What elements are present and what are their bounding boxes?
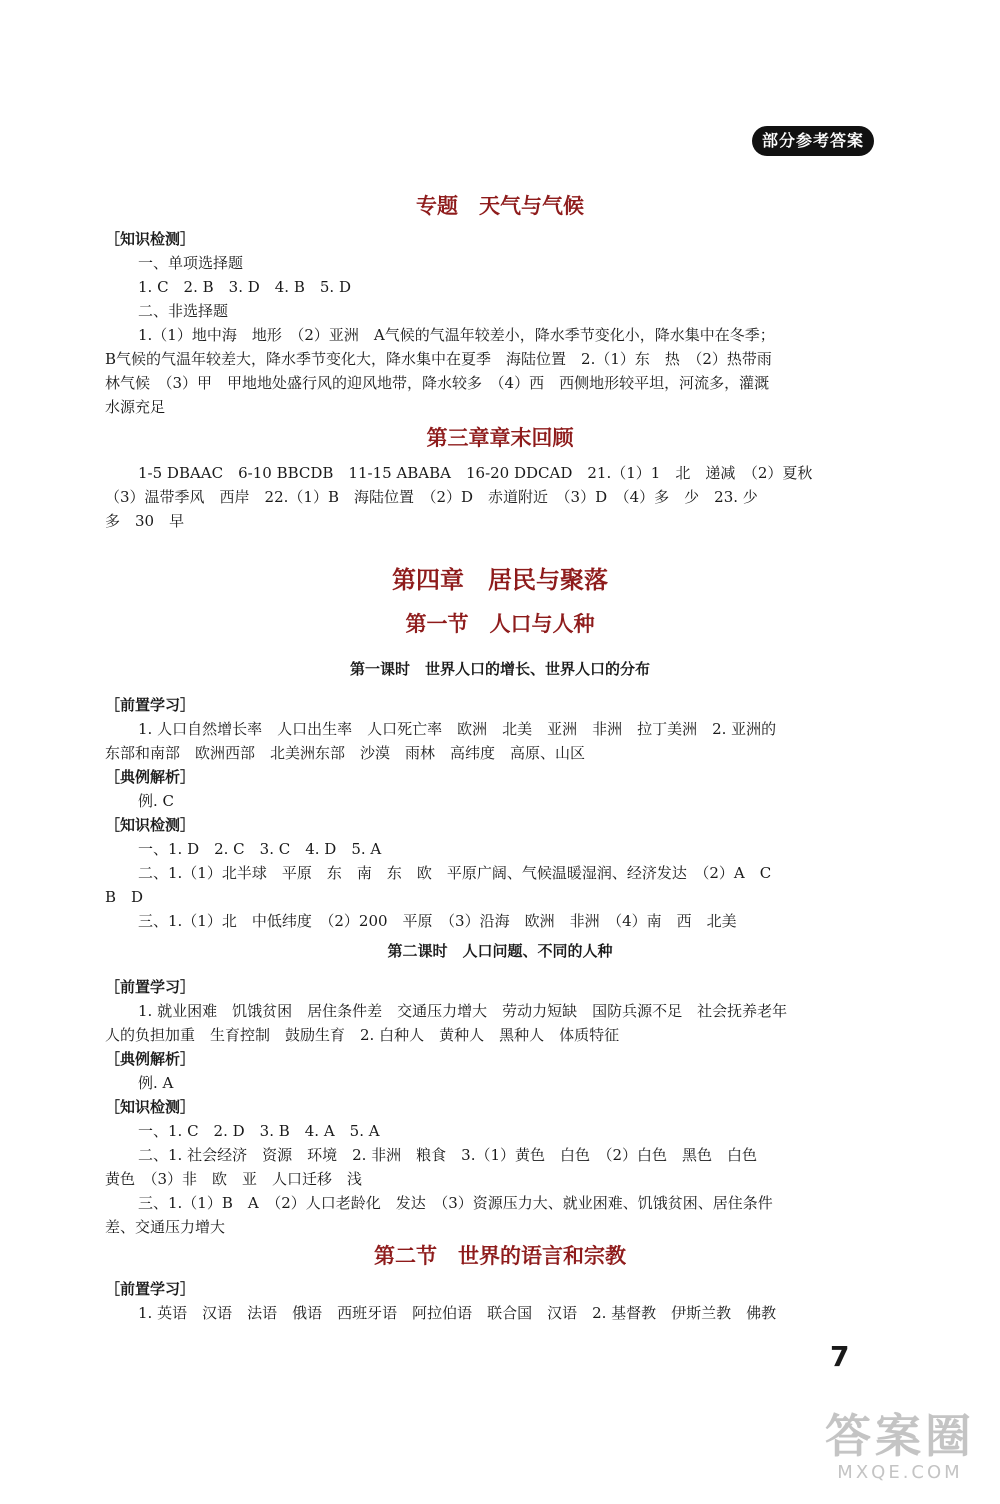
- answer-key-badge: 部分参考答案: [752, 126, 874, 156]
- label-example-analysis: ［典例解析］: [105, 768, 196, 786]
- label-knowledge-check: ［知识检测］: [105, 1098, 196, 1116]
- answer-line: 东部和南部 欧洲西部 北美洲东部 沙漠 雨林 高纬度 高原、山区: [105, 744, 586, 762]
- answer-line: 三、1.（1）B A （2）人口老龄化 发达 （3）资源压力大、就业困难、饥饿贫困、居住条件: [138, 1194, 773, 1212]
- answer-line: 例. C: [138, 792, 175, 810]
- answer-line: 一、1. C 2. D 3. B 4. A 5. A: [138, 1122, 380, 1140]
- answer-line: 1. C 2. B 3. D 4. B 5. D: [138, 278, 351, 296]
- label-knowledge-check: ［知识检测］: [105, 230, 196, 248]
- answer-line: 1. 就业困难 饥饿贫困 居住条件差 交通压力增大 劳动力短缺 国防兵源不足 社会抚养老年: [138, 1002, 788, 1020]
- label-pre-study: ［前置学习］: [105, 978, 196, 996]
- answer-line: 1.（1）地中海 地形 （2）亚洲 A气候的气温年较差小，降水季节变化小，降水集中在冬季；: [138, 326, 775, 344]
- answer-line: 二、1. 社会经济 资源 环境 2. 非洲 粮食 3.（1）黄色 白色 （2）白色 黑色 白色: [138, 1146, 758, 1164]
- answer-line: 二、1.（1）北半球 平原 东 南 东 欧 平原广阔、气候温暖湿润、经济发达 （2）A C: [138, 864, 772, 882]
- topic-title: 专题 天气与气候: [416, 194, 584, 218]
- watermark-logo: 答案圈: [825, 1409, 975, 1463]
- lesson-title: 第一课时 世界人口的增长、世界人口的分布: [349, 660, 650, 678]
- answer-line: B D: [105, 888, 144, 906]
- answer-line: 1. 人口自然增长率 人口出生率 人口死亡率 欧洲 北美 亚洲 非洲 拉丁美洲 2. 亚洲的: [138, 720, 777, 738]
- answer-line: 黄色 （3）非 欧 亚 人口迁移 浅: [105, 1170, 363, 1188]
- answer-line: 三、1.（1）北 中低纬度 （2）200 平原 （3）沿海 欧洲 非洲 （4）南 西 北美: [138, 912, 737, 930]
- answer-line: 一、1. D 2. C 3. C 4. D 5. A: [138, 840, 382, 858]
- subheading: 一、单项选择题: [138, 254, 244, 272]
- chapter-title: 第四章 居民与聚落: [392, 566, 608, 594]
- page-number: 7: [830, 1340, 850, 1373]
- answer-line: 1. 英语 汉语 法语 俄语 西班牙语 阿拉伯语 联合国 汉语 2. 基督教 伊斯兰教 佛教: [138, 1304, 777, 1322]
- answer-line: 差、交通压力增大: [105, 1218, 226, 1236]
- answer-line: 例. A: [138, 1074, 174, 1092]
- answer-line: 人的负担加重 生育控制 鼓励生育 2. 白种人 黄种人 黑种人 体质特征: [105, 1026, 620, 1044]
- label-knowledge-check: ［知识检测］: [105, 816, 196, 834]
- answer-line: 1-5 DBAAC 6-10 BBCDB 11-15 ABABA 16-20 DDCAD 21.（1）1 北 递减 （2）夏秋: [138, 464, 813, 482]
- chapter-review-title: 第三章章末回顾: [426, 426, 574, 450]
- section-title: 第二节 世界的语言和宗教: [374, 1244, 626, 1268]
- watermark-url: MXQE.COM: [837, 1462, 963, 1483]
- subheading: 二、非选择题: [138, 302, 229, 320]
- answer-line: B气候的气温年较差大，降水季节变化大，降水集中在夏季 海陆位置 2.（1）东 热 （2）热带雨: [105, 350, 772, 368]
- label-example-analysis: ［典例解析］: [105, 1050, 196, 1068]
- label-pre-study: ［前置学习］: [105, 1280, 196, 1298]
- watermark: [810, 1410, 990, 1495]
- answer-line: 多 30 早: [105, 512, 185, 530]
- answer-line: （3）温带季风 西岸 22.（1）B 海陆位置 （2）D 赤道附近 （3）D （4）多 少 23. 少: [105, 488, 758, 506]
- section-title: 第一节 人口与人种: [405, 612, 595, 636]
- lesson-title: 第二课时 人口问题、不同的人种: [387, 942, 613, 960]
- answer-line: 林气候 （3）甲 甲地地处盛行风的迎风地带，降水较多 （4）西 西侧地形较平坦，河流多，灌溉: [105, 374, 770, 392]
- label-pre-study: ［前置学习］: [105, 696, 196, 714]
- answer-line: 水源充足: [105, 398, 166, 416]
